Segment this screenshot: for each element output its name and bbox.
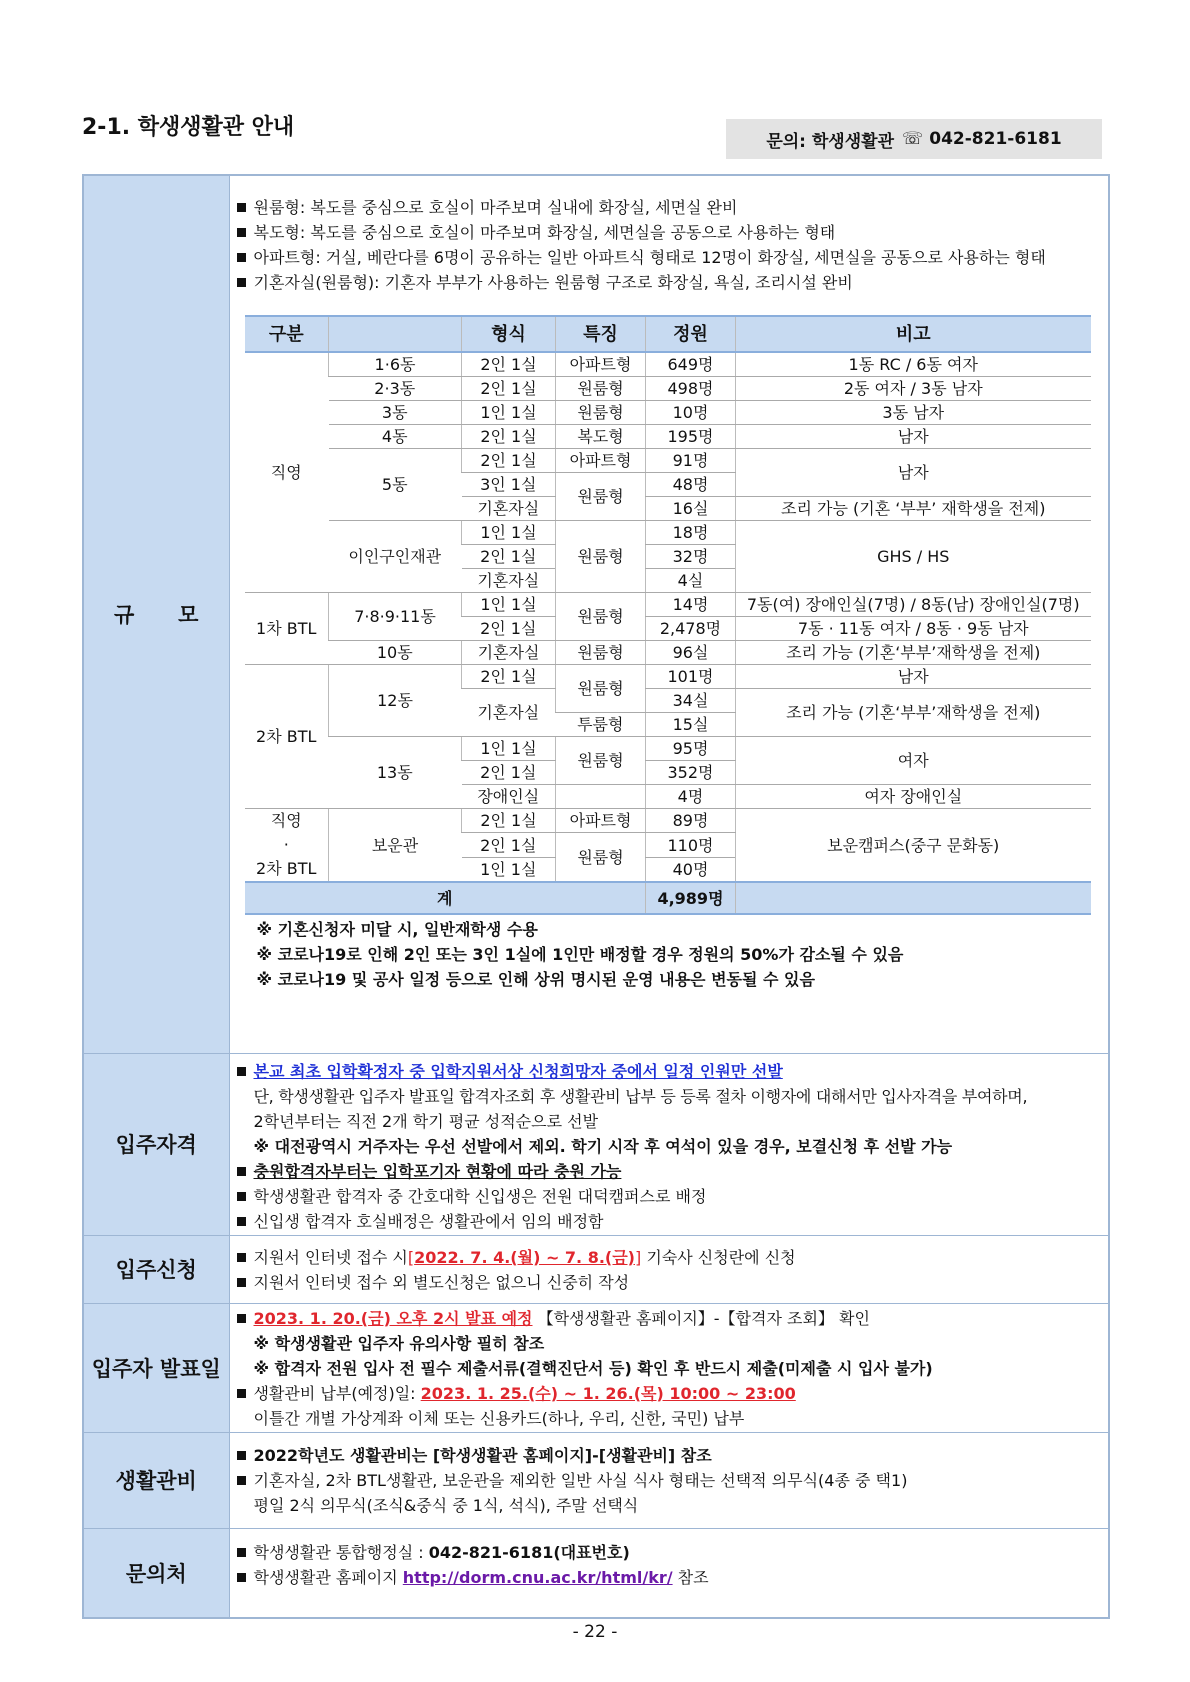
application-content: 지원서 인터넷 접수 시[2022. 7. 4.(월) ~ 7. 8.(금)] 기숙사 신청란에 신청 지원서 인터넷 접수 외 별도신청은 없으니 신중히 작성 (229, 1235, 1109, 1303)
bullet-item: 원룸형: 복도를 중심으로 호실이 마주보며 실내에 화장실, 세면실 완비 (237, 195, 1108, 220)
contact-phone: 042-821-6181 (929, 129, 1062, 149)
page-number: - 22 - (572, 1622, 618, 1642)
inquiry-row (83, 1528, 1109, 1618)
table-row: 기혼자실 34실 조리 가능 (기혼‘부부’재학생을 전제) (245, 689, 1091, 713)
inquiry-label: 문의처 (83, 1528, 229, 1618)
table-row: 투룸형 15실 (245, 713, 1091, 737)
table-row: 2인 1실 2,478명 7동 · 11동 여자 / 8동 · 9동 남자 (245, 617, 1091, 641)
capacity-table (245, 315, 1091, 915)
bullet-item: 아파트형: 거실, 베란다를 6명이 공유하는 일반 아파트식 형태로 12명이 화장실, 세면실을 공동으로 사용하는 형태 (237, 245, 1108, 270)
phone-icon: ☏ (902, 129, 924, 149)
fee-row (83, 1432, 1109, 1528)
scale-label: 규 모 (83, 175, 229, 1053)
table-row: 2인 1실 원룸형 110명 (245, 833, 1091, 858)
page-title: 2-1. 학생생활관 안내 (82, 115, 295, 140)
application-label: 입주신청 (83, 1235, 229, 1303)
bullet-item: 기혼자실(원룸형): 기혼자 부부가 사용하는 원룸형 구조로 화장실, 욕실, 조리시설 완비 (237, 270, 1108, 295)
fee-label: 생활관비 (83, 1432, 229, 1528)
table-row: 2·3동 2인 1실 원룸형 498명 2동 여자 / 3동 남자 (245, 377, 1091, 401)
table-row: 직영 1·6동 2인 1실 아파트형 649명 1동 RC / 6동 여자 (245, 352, 1091, 377)
table-row: 기혼자실 16실 조리 가능 (기혼 ‘부부’ 재학생을 전제) (245, 497, 1091, 521)
table-row: 13동 1인 1실 원룸형 95명 여자 (245, 737, 1091, 761)
table-row: 2인 1실 352명 (245, 761, 1091, 785)
inquiry-content: 학생생활관 통합행정실 : 042-821-6181(대표번호) 학생생활관 홈페이지 http://dorm.cnu.ac.kr/html/kr/ 참조 (229, 1528, 1109, 1618)
bullet-item: 복도형: 복도를 중심으로 호실이 마주보며 화장실, 세면실을 공동으로 사용하는 형태 (237, 220, 1108, 245)
total-row: 계 4,989명 (245, 882, 1091, 914)
table-row: 장애인실 4명 여자 장애인실 (245, 785, 1091, 809)
announcement-content: 2023. 1. 20.(금) 오후 2시 발표 예정 【학생생활관 홈페이지】-【합격자 조회】 확인 ※ 학생생활관 입주자 유의사항 필히 참조 ※ 합격자 전원 입사 전 필수 제출서류(결핵진단서 등) 확인 후 반드시 제출(미제출 시 입사 불가) 생활관비 납부(예정)일: 2023. 1. 25.(수) ~ 1. 26.(목) 10:00 ~ 23:00 이틀간 개별 가상계좌 이체 또는 신용카드(하나, 우리, 신한, 국민) 납부 (229, 1303, 1109, 1432)
table-row: 기혼자실 4실 (245, 569, 1091, 593)
table-row: 2차 BTL 12동 2인 1실 원룸형 101명 남자 (245, 665, 1091, 689)
scale-row (83, 175, 1109, 1053)
table-row: 3인 1실 원룸형 48명 (245, 473, 1091, 497)
table-row: 1인 1실 40명 (245, 858, 1091, 883)
application-row (83, 1235, 1109, 1303)
table-row: 2인 1실 32명 (245, 545, 1091, 569)
info-table (82, 174, 1110, 1619)
eligibility-row (83, 1053, 1109, 1235)
table-row: 이인구인재관 1인 1실 원룸형 18명 GHS / HS (245, 521, 1091, 545)
homepage-link[interactable]: http://dorm.cnu.ac.kr/html/kr/ (402, 1567, 673, 1587)
contact-box (726, 119, 1102, 159)
eligibility-content: 본교 최초 입학확정자 중 입학지원서상 신청희망자 중에서 일정 인원만 선발 단, 학생생활관 입주자 발표일 합격자조회 후 생활관비 납부 등 등록 절차 이행자에 대해서만 입사자격을 부여하며, 2학년부터는 직전 2개 학기 평균 성적순으로 선발 ※ 대전광역시 거주자는 우선 선발에서 제외. 학기 시작 후 여석이 있을 경우, 보결신청 후 선발 가능 충원합격자부터는 입학포기자 현황에 따라 충원 가능 학생생활관 합격자 중 간호대학 신입생은 전원 대덕캠퍼스로 배정 신입생 합격자 호실배정은 생활관에서 임의 배정함 (229, 1053, 1109, 1235)
table-row: 직영 · 2차 BTL 보운관 2인 1실 아파트형 89명 보운캠퍼스(중구 문화동) (245, 809, 1091, 833)
scale-content (229, 175, 1109, 1053)
eligibility-label: 입주자격 (83, 1053, 229, 1235)
fee-content: 2022학년도 생활관비는 [학생생활관 홈페이지]-[생활관비] 참조 기혼자실, 2차 BTL생활관, 보운관을 제외한 일반 사실 식사 형태는 선택적 의무식(4종 중 택1) 평일 2식 의무식(조식&중식 중 1식, 석식), 주말 선택식 (229, 1432, 1109, 1528)
announcement-row (83, 1303, 1109, 1432)
table-row: 4동 2인 1실 복도형 195명 남자 (245, 425, 1091, 449)
contact-label: 문의: 학생생활관 (766, 131, 894, 152)
table-row: 5동 2인 1실 아파트형 91명 남자 (245, 449, 1091, 473)
table-row: 1차 BTL 7·8·9·11동 1인 1실 원룸형 14명 7동(여) 장애인실(7명) / 8동(남) 장애인실(7명) (245, 593, 1091, 617)
announcement-label: 입주자 발표일 (83, 1303, 229, 1432)
capacity-header: 구분 형식 특징 정원 비고 (245, 316, 1091, 352)
table-row: 10동 기혼자실 원룸형 96실 조리 가능 (기혼‘부부’재학생을 전제) (245, 641, 1091, 665)
scale-notes: ※ 기혼신청자 미달 시, 일반재학생 수용 ※ 코로나19로 인해 2인 또는 3인 1실에 1인만 배정할 경우 정원의 50%가 감소될 수 있음 ※ 코로나19 및 공사 일정 등으로 인해 상위 명시된 운영 내용은 변동될 수 있음 (256, 920, 904, 989)
table-row: 3동 1인 1실 원룸형 10명 3동 남자 (245, 401, 1091, 425)
